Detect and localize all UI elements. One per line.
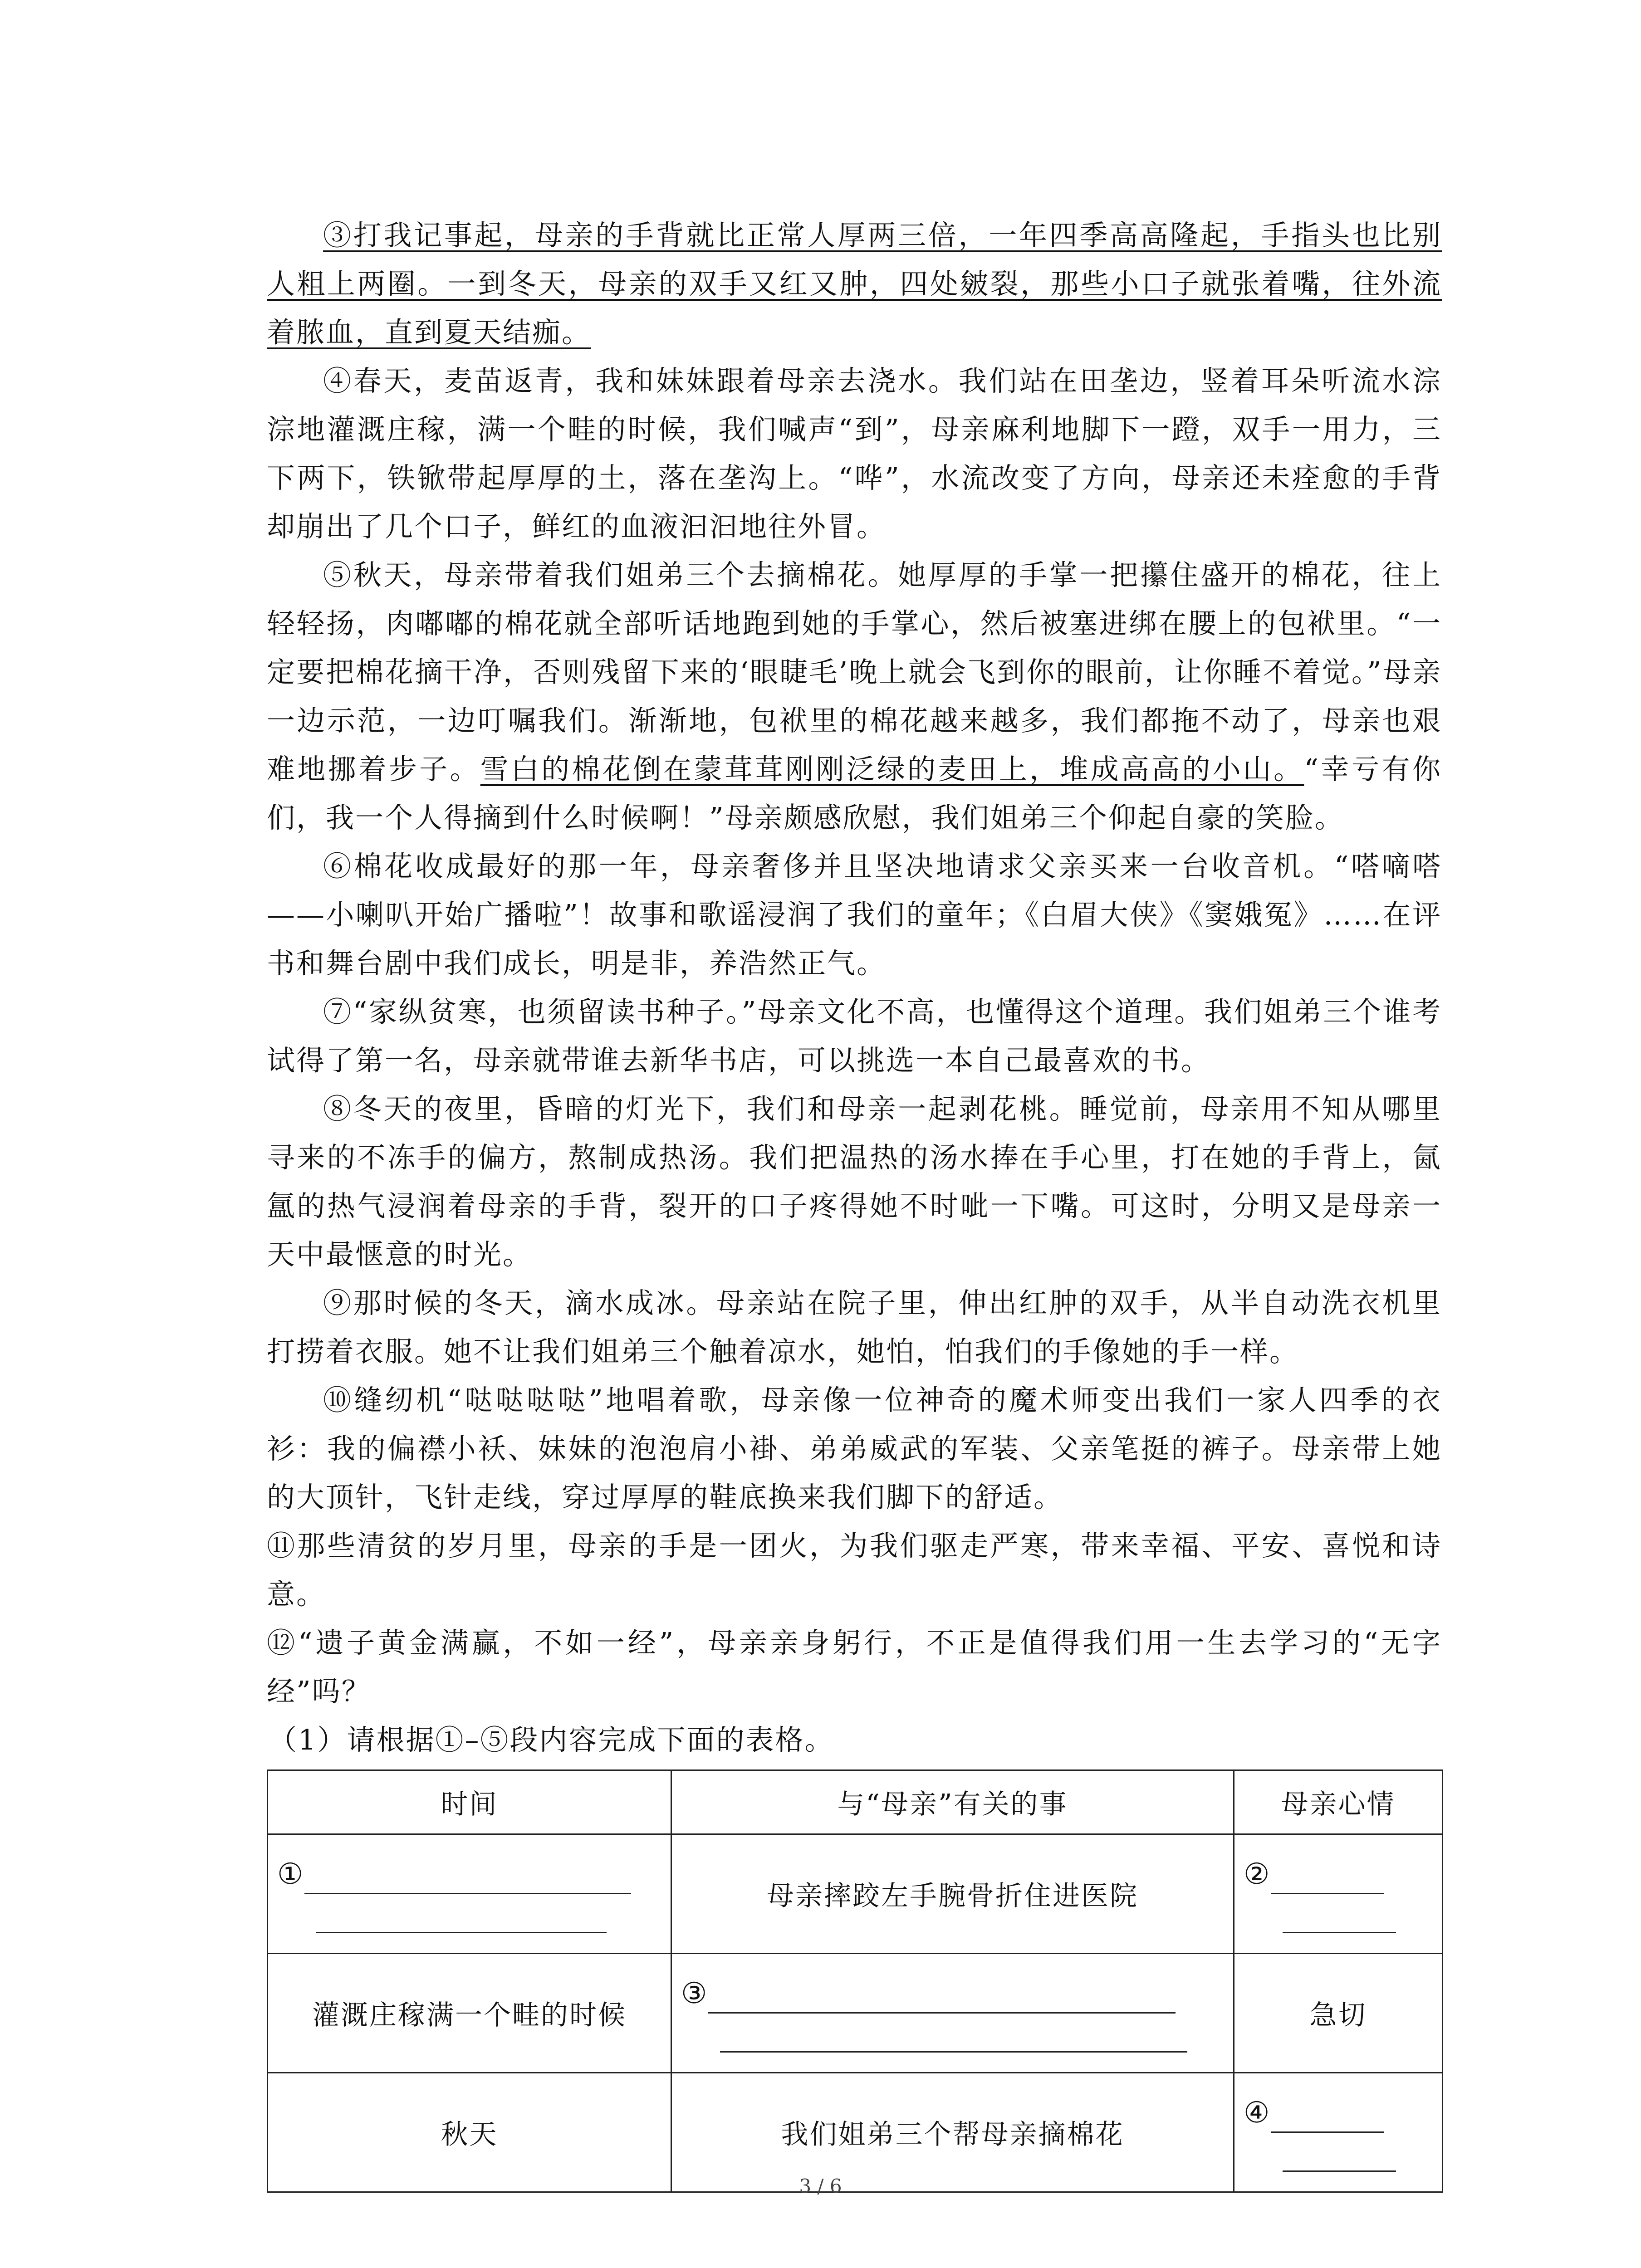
table-row — [268, 1834, 1443, 1954]
paragraph-4: ④春天，麦苗返青，我和妹妹跟着母亲去浇水。我们站在田垄边，竖着耳朵听流水淙淙地灌溉庄稼，满一个畦的时候，我们喊声“到”，母亲麻利地脚下一蹬，双手一用力，三下两下，铁锨带起厚厚的土，落在垄沟上。“哗”，水流改变了方向，母亲还未痊愈的手背却崩出了几个口子，鲜红的血液汩汩地往外冒。 — [267, 364, 1442, 543]
blank-2-cell[interactable] — [1234, 1834, 1443, 1954]
blank-line-2b[interactable] — [1283, 1932, 1396, 1933]
marker-4: ④ — [1244, 2096, 1271, 2130]
paragraph-11: ⑪那些清贫的岁月里，母亲的手是一团火，为我们驱走严寒，带来幸福、平安、喜悦和诗意。 — [267, 1529, 1442, 1611]
blank-line-4b[interactable] — [1283, 2170, 1396, 2172]
header-mood: 母亲心情 — [1234, 1770, 1443, 1834]
table-row — [268, 1954, 1443, 2073]
table-header-row — [268, 1770, 1443, 1834]
paragraph-10: ⑩缝纫机“哒哒哒哒”地唱着歌，母亲像一位神奇的魔术师变出我们一家人四季的衣衫：我的偏襟小袄、妹妹的泡泡肩小褂、弟弟威武的军装、父亲笔挺的裤子。母亲带上她的大顶针，飞针走线，穿过厚厚的鞋底换来我们脚下的舒适。 — [267, 1383, 1442, 1514]
question-1: （1）请根据①–⑤段内容完成下面的表格。 — [269, 1723, 834, 1756]
paragraph-5 — [267, 551, 1442, 842]
blank-line-1b[interactable] — [316, 1932, 607, 1933]
paragraph-7: ⑦“家纵贫寒，也须留读书种子。”母亲文化不高，也懂得这个道理。我们姐弟三个谁考试得了第一名，母亲就带谁去新华书店，可以挑选一本自己最喜欢的书。 — [267, 995, 1442, 1077]
page-number: 3 / 6 — [799, 2175, 842, 2197]
paragraph-8: ⑧冬天的夜里，昏暗的灯光下，我们和母亲一起剥花桃。睡觉前，母亲用不知从哪里寻来的不冻手的偏方，熬制成热汤。我们把温热的汤水捧在手心里，打在她的手背上，氤氲的热气浸润着母亲的手背，裂开的口子疼得她不时呲一下嘴。可这时，分明又是母亲一天中最惬意的时光。 — [267, 1092, 1442, 1271]
mood-cell-2: 急切 — [1234, 1954, 1443, 2073]
paragraph-9: ⑨那时候的冬天，滴水成冰。母亲站在院子里，伸出红肿的双手，从半自动洗衣机里打捞着衣服。她不让我们姐弟三个触着凉水，她怕，怕我们的手像她的手一样。 — [267, 1286, 1442, 1368]
paragraph-3: ③打我记事起，母亲的手背就比正常人厚两三倍，一年四季高高隆起，手指头也比别人粗上两圈。一到冬天，母亲的双手又红又肿，四处皴裂，那些小口子就张着嘴，往外流着脓血，直到夏天结痂。 — [267, 219, 1442, 349]
blank-3-cell[interactable] — [671, 1954, 1234, 2073]
blank-1-cell[interactable] — [268, 1834, 671, 1954]
marker-3: ③ — [681, 1976, 709, 2010]
time-cell-3: 秋天 — [268, 2073, 671, 2192]
table-row — [268, 2073, 1443, 2192]
event-cell-3: 我们姐弟三个帮母亲摘棉花 — [671, 2073, 1234, 2192]
paragraph-12: ⑫“遗子黄金满赢，不如一经”，母亲亲身躬行，不正是值得我们用一生去学习的“无字经”吗？ — [267, 1626, 1442, 1708]
paragraph-5-text-b: “幸亏有你们，我一个人得摘到什么时候啊！”母亲颇感欣慰，我们姐弟三个仰起自豪的笑脸。 — [267, 753, 1442, 834]
paragraph-5-underlined: 雪白的棉花倒在蒙茸茸刚刚泛绿的麦田上，堆成高高的小山。 — [480, 753, 1304, 786]
blank-line-3b[interactable] — [720, 2051, 1187, 2053]
answer-table — [267, 1769, 1443, 2193]
paragraph-6: ⑥棉花收成最好的那一年，母亲奢侈并且坚决地请求父亲买来一台收音机。“嗒嘀嗒——小喇叭开始广播啦”！故事和歌谣浸润了我们的童年；《白眉大侠》《窦娥冤》……在评书和舞台剧中我们成长，明是非，养浩然正气。 — [267, 850, 1442, 980]
header-event: 与“母亲”有关的事 — [671, 1770, 1234, 1834]
header-time: 时间 — [268, 1770, 671, 1834]
event-cell-1: 母亲摔跤左手腕骨折住进医院 — [671, 1834, 1234, 1954]
marker-2: ② — [1244, 1857, 1271, 1891]
paragraph-5-text-a: ⑤秋天，母亲带着我们姐弟三个去摘棉花。她厚厚的手掌一把攥住盛开的棉花，往上轻轻扬，肉嘟嘟的棉花就全部听话地跑到她的手掌心，然后被塞进绑在腰上的包袱里。“一定要把棉花摘干净，否则残留下来的‘眼睫毛’晚上就会飞到你的眼前，让你睡不着觉。”母亲一边示范，一边叮嘱我们。渐渐地，包袱里的棉花越来越多，我们都拖不动了，母亲也艰难地挪着步子。 — [267, 558, 1442, 786]
blank-4-cell[interactable] — [1234, 2073, 1443, 2192]
marker-1: ① — [277, 1857, 305, 1891]
time-cell-2: 灌溉庄稼满一个畦的时候 — [268, 1954, 671, 2073]
document-body — [267, 211, 1442, 2193]
